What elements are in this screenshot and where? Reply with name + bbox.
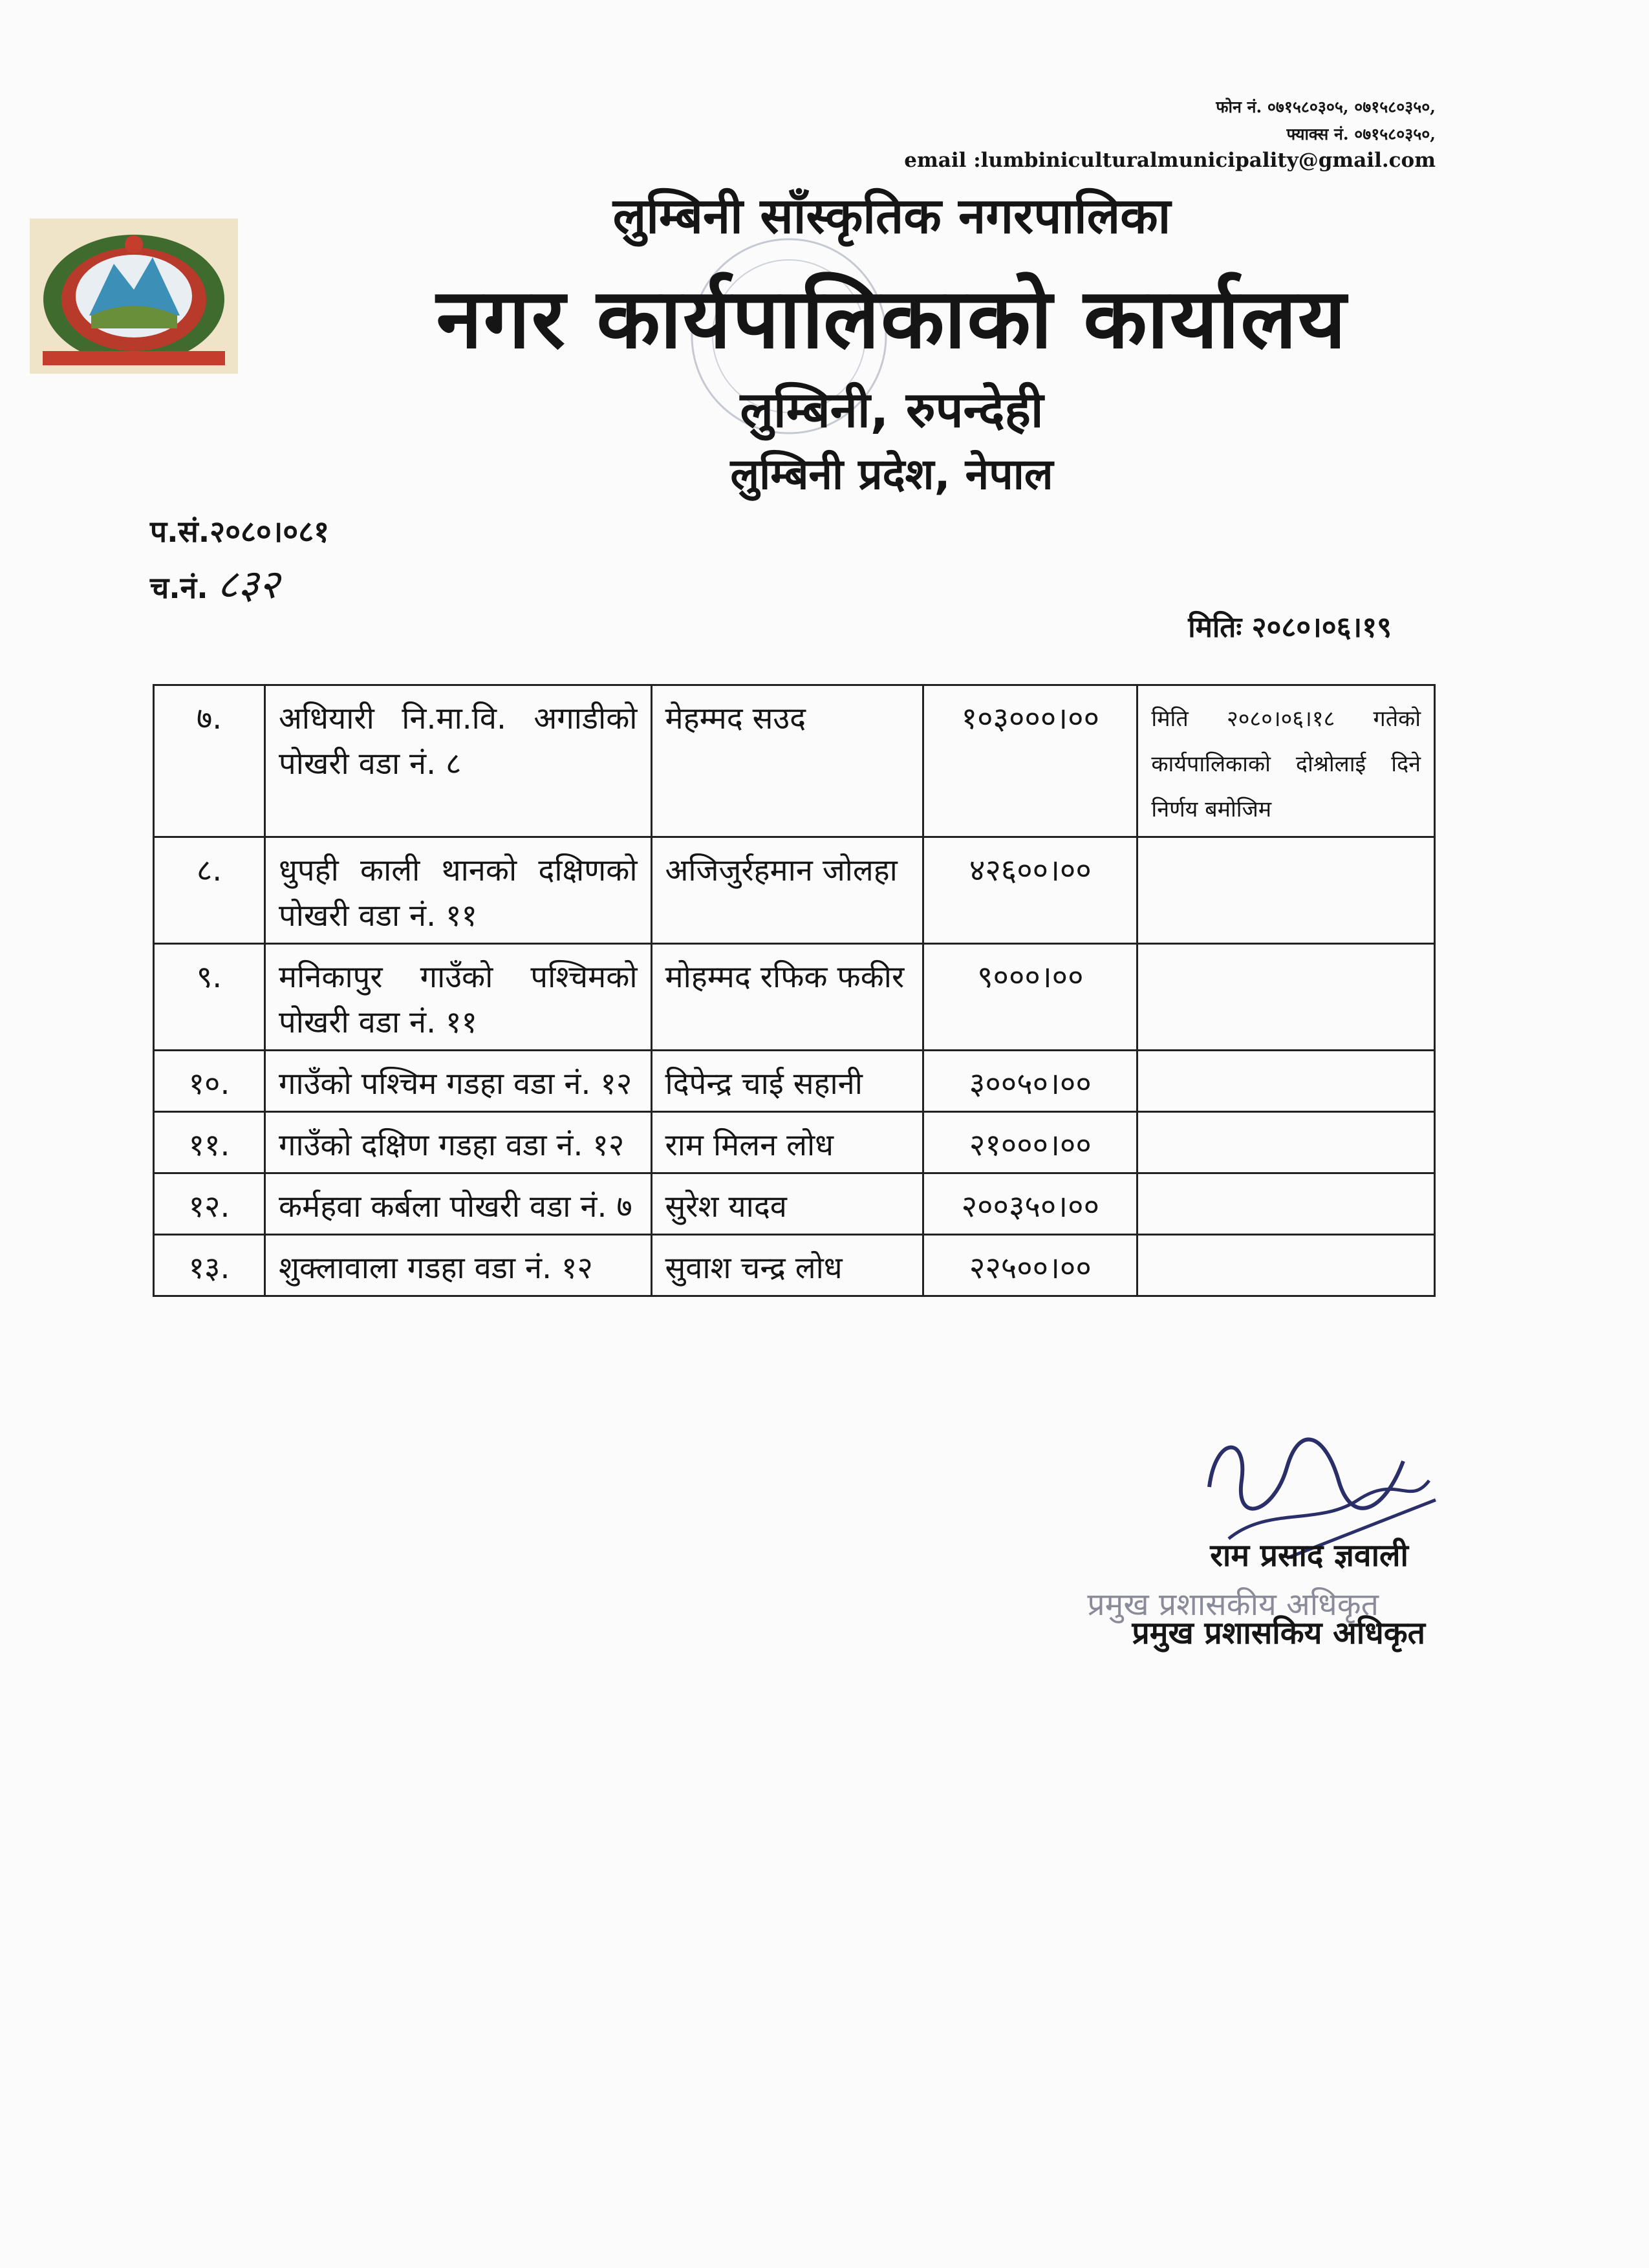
row-name: मेहम्मद सउद bbox=[651, 685, 923, 837]
signatory-title: प्रमुख प्रशासकिय अधिकृत bbox=[1132, 1615, 1425, 1651]
row-amount: २२५००।०० bbox=[923, 1235, 1137, 1296]
row-note bbox=[1137, 837, 1435, 944]
row-location: मनिकापुर गाउँको पश्चिमको पोखरी वडा नं. ११ bbox=[265, 944, 651, 1051]
row-note bbox=[1137, 944, 1435, 1051]
letter-serial-number: प.सं.२०८०।०८१ bbox=[150, 514, 330, 549]
row-name: दिपेन्द्र चाई सहानी bbox=[651, 1051, 923, 1112]
table-row bbox=[154, 944, 1435, 1051]
row-amount: १०३०००।०० bbox=[923, 685, 1137, 837]
letter-date: मितिः २०८०।०६।१९ bbox=[1188, 611, 1392, 644]
row-name: मोहम्मद रफिक फकीर bbox=[651, 944, 923, 1051]
row-amount: ९०००।०० bbox=[923, 944, 1137, 1051]
table-row bbox=[154, 837, 1435, 944]
table-row bbox=[154, 1112, 1435, 1173]
row-note: मिति २०८०।०६।१८ गतेको कार्यपालिकाको दोश्रोलाई दिने निर्णय बमोजिम bbox=[1137, 685, 1435, 837]
row-amount: ३००५०।०० bbox=[923, 1051, 1137, 1112]
office-location: लुम्बिनी, रुपन्देही bbox=[740, 381, 1044, 438]
row-location: शुक्लावाला गडहा वडा नं. १२ bbox=[265, 1235, 651, 1296]
row-name: सुरेश यादव bbox=[651, 1173, 923, 1235]
row-name: अजिजुर्रहमान जोलहा bbox=[651, 837, 923, 944]
table-row bbox=[154, 1235, 1435, 1296]
province-line: लुम्बिनी प्रदेश, नेपाल bbox=[730, 449, 1053, 499]
municipality-name: लुम्बिनी साँस्कृतिक नगरपालिका bbox=[612, 187, 1171, 244]
row-note bbox=[1137, 1051, 1435, 1112]
row-location: गाउँको पश्चिम गडहा वडा नं. १२ bbox=[265, 1051, 651, 1112]
row-serial: ९. bbox=[154, 944, 265, 1051]
fax-line: फ्याक्स नं. ०७१५८०३५०, bbox=[1286, 125, 1436, 144]
table-row bbox=[154, 1051, 1435, 1112]
row-serial: १२. bbox=[154, 1173, 265, 1235]
row-amount: ४२६००।०० bbox=[923, 837, 1137, 944]
email-line: email :lumbiniculturalmunicipality@gmail.com bbox=[904, 149, 1436, 172]
phone-line: फोन नं. ०७१५८०३०५, ०७१५८०३५०, bbox=[1216, 98, 1436, 116]
row-note bbox=[1137, 1235, 1435, 1296]
row-serial: १३. bbox=[154, 1235, 265, 1296]
dispatch-number bbox=[150, 556, 279, 610]
row-serial: ७. bbox=[154, 685, 265, 837]
row-location: धुपही काली थानको दक्षिणको पोखरी वडा नं. ११ bbox=[265, 837, 651, 944]
row-location: गाउँको दक्षिण गडहा वडा नं. १२ bbox=[265, 1112, 651, 1173]
row-amount: २००३५०।०० bbox=[923, 1173, 1137, 1235]
row-name: सुवाश चन्द्र लोध bbox=[651, 1235, 923, 1296]
signatory-stamp-text: प्रमुख प्रशासकीय अधिकृत bbox=[1087, 1587, 1379, 1623]
row-serial: ११. bbox=[154, 1112, 265, 1173]
table-row bbox=[154, 1173, 1435, 1235]
row-amount: २१०००।०० bbox=[923, 1112, 1137, 1173]
row-note bbox=[1137, 1173, 1435, 1235]
row-location: कर्महवा कर्बला पोखरी वडा नं. ७ bbox=[265, 1173, 651, 1235]
row-serial: १०. bbox=[154, 1051, 265, 1112]
records-table bbox=[153, 684, 1436, 1297]
table-row bbox=[154, 685, 1435, 837]
office-title: नगर कार्यपालिकाको कार्यालय bbox=[436, 271, 1348, 367]
row-name: राम मिलन लोध bbox=[651, 1112, 923, 1173]
row-location: अधियारी नि.मा.वि. अगाडीको पोखरी वडा नं. ८ bbox=[265, 685, 651, 837]
signatory-name: राम प्रसाद ज्ञवाली bbox=[1210, 1537, 1408, 1574]
dispatch-number-label: च.नं. bbox=[150, 570, 208, 605]
dispatch-number-value: ८३२ bbox=[217, 561, 280, 608]
row-serial: ८. bbox=[154, 837, 265, 944]
row-note bbox=[1137, 1112, 1435, 1173]
